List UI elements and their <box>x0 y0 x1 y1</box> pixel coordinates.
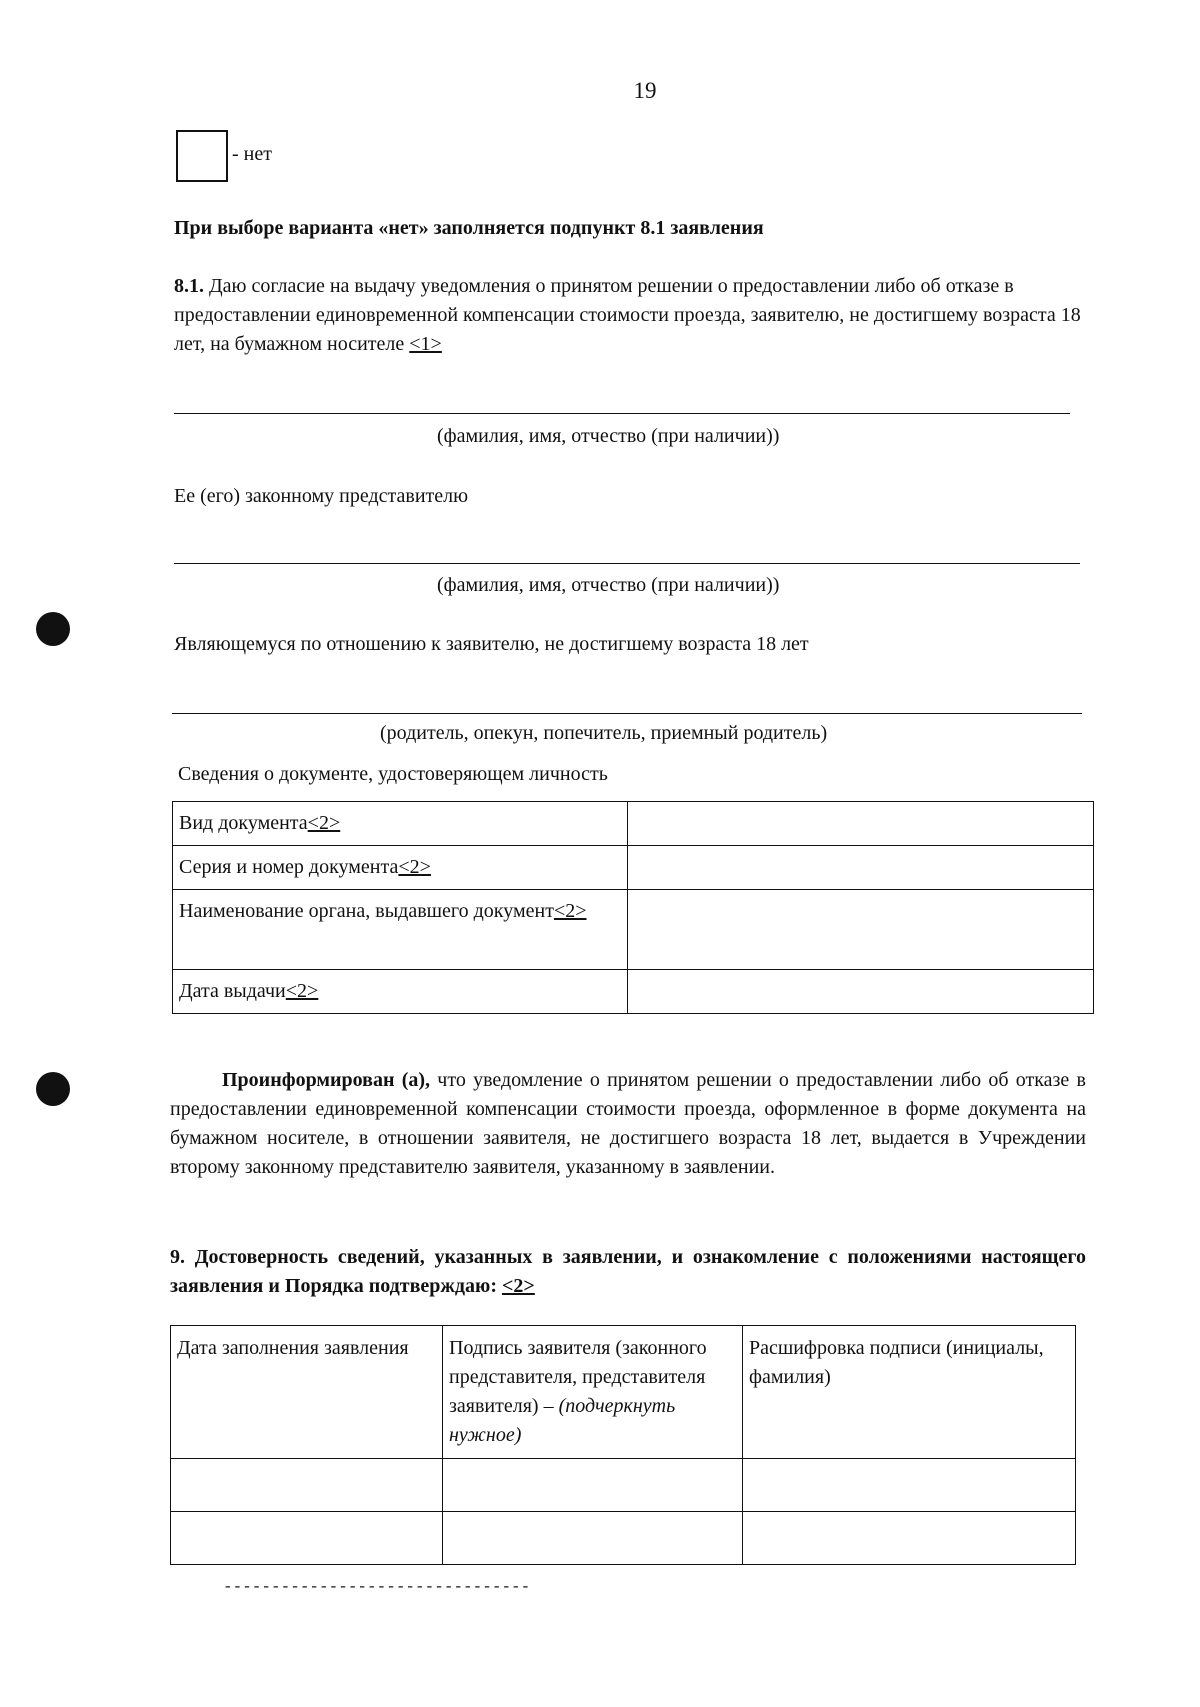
decoding-cell[interactable] <box>743 1459 1076 1512</box>
no-checkbox[interactable] <box>176 130 228 182</box>
fio-caption-2: (фамилия, имя, отчество (при наличии)) <box>437 574 780 596</box>
table-row <box>173 802 1094 846</box>
representative-label: Ее (его) законному представителю <box>174 485 469 507</box>
section-8-1-text: Даю согласие на выдачу уведомления о принятом решении о предоставлении либо об отказе в предоставлении единовременной компенсации стоимости проезда, заявителю, не достигшему возраста 18 лет, на бумажном носителе <box>174 275 1081 355</box>
doc-number-value[interactable] <box>628 846 1094 890</box>
header-date: Дата заполнения заявления <box>171 1326 443 1459</box>
no-checkbox-label: - нет <box>232 143 272 165</box>
doc-issuer-label-cell <box>173 890 628 970</box>
doc-date-label: Дата выдачи <box>179 980 286 1002</box>
header-signature-main: Подпись заявителя (законного представителя, представителя заявителя) – <box>449 1337 707 1417</box>
signature-cell[interactable] <box>443 1459 743 1512</box>
fio-applicant-line[interactable] <box>174 413 1070 414</box>
informed-bold: Проинформирован (а), <box>222 1069 431 1091</box>
doc-issuer-label: Наименование органа, выдавшего документ <box>179 900 554 922</box>
footnote-ref-2[interactable]: <2> <box>285 980 319 1002</box>
signature-cell[interactable] <box>443 1512 743 1565</box>
table-row <box>171 1459 1076 1512</box>
section-8-1-number: 8.1. <box>174 275 204 297</box>
doc-number-label: Серия и номер документа <box>179 856 399 878</box>
relation-label: Являющемуся по отношению к заявителю, не достигшему возраста 18 лет <box>174 633 809 655</box>
doc-type-value[interactable] <box>628 802 1094 846</box>
footnote-ref-2[interactable]: <2> <box>398 856 431 878</box>
footnote-ref-2[interactable]: <2> <box>501 1275 535 1297</box>
informed-text: что уведомление о принятом решении о предоставлении либо об отказе в предоставлении единовременной компенсации стоимости проезда, оформленное в форме документа на бумажном носителе, в отношении заявителя, не достигшего возраста 18 лет, выдается в Учреждении второму законному представителю заявителя, указанному в заявлении. <box>170 1069 1086 1178</box>
table-row <box>173 970 1094 1014</box>
section-8-1 <box>174 272 1084 359</box>
footnote-ref-2[interactable]: <2> <box>307 812 341 834</box>
punch-hole-mark <box>36 1072 70 1106</box>
header-decoding: Расшифровка подписи (инициалы, фамилия) <box>743 1326 1076 1459</box>
doc-type-label: Вид документа <box>179 812 308 834</box>
relation-caption: (родитель, опекун, попечитель, приемный родитель) <box>380 722 828 744</box>
doc-type-label-cell <box>173 802 628 846</box>
footnote-ref-2[interactable]: <2> <box>553 900 587 922</box>
punch-hole-mark <box>36 612 70 646</box>
header-signature <box>443 1326 743 1459</box>
doc-date-label-cell <box>173 970 628 1014</box>
instruction-text: При выборе варианта «нет» заполняется подпункт 8.1 заявления <box>174 217 764 239</box>
document-table <box>172 801 1094 1014</box>
informed-paragraph <box>170 1066 1086 1182</box>
table-row <box>173 890 1094 970</box>
doc-issuer-value[interactable] <box>628 890 1094 970</box>
date-cell[interactable] <box>171 1459 443 1512</box>
fio-representative-line[interactable] <box>174 563 1080 564</box>
decoding-cell[interactable] <box>743 1512 1076 1565</box>
footnote-ref-1[interactable]: <1> <box>409 333 442 355</box>
section-9 <box>170 1243 1086 1301</box>
relation-line[interactable] <box>172 713 1082 714</box>
date-cell[interactable] <box>171 1512 443 1565</box>
signature-table <box>170 1325 1076 1565</box>
footnote-separator: -------------------------------- <box>223 1578 531 1596</box>
section-9-text: 9. Достоверность сведений, указанных в заявлении, и ознакомление с положениями настоящего заявления и Порядка подтверждаю: <box>170 1246 1086 1297</box>
header-signature-italic: (подчеркнуть нужное) <box>449 1395 676 1446</box>
fio-caption-1: (фамилия, имя, отчество (при наличии)) <box>437 425 780 447</box>
table-header-row <box>171 1326 1076 1459</box>
table-row <box>173 846 1094 890</box>
table-row <box>171 1512 1076 1565</box>
doc-number-label-cell <box>173 846 628 890</box>
page-number: 19 <box>633 78 657 103</box>
doc-date-value[interactable] <box>628 970 1094 1014</box>
document-info-title: Сведения о документе, удостоверяющем личность <box>178 763 608 785</box>
